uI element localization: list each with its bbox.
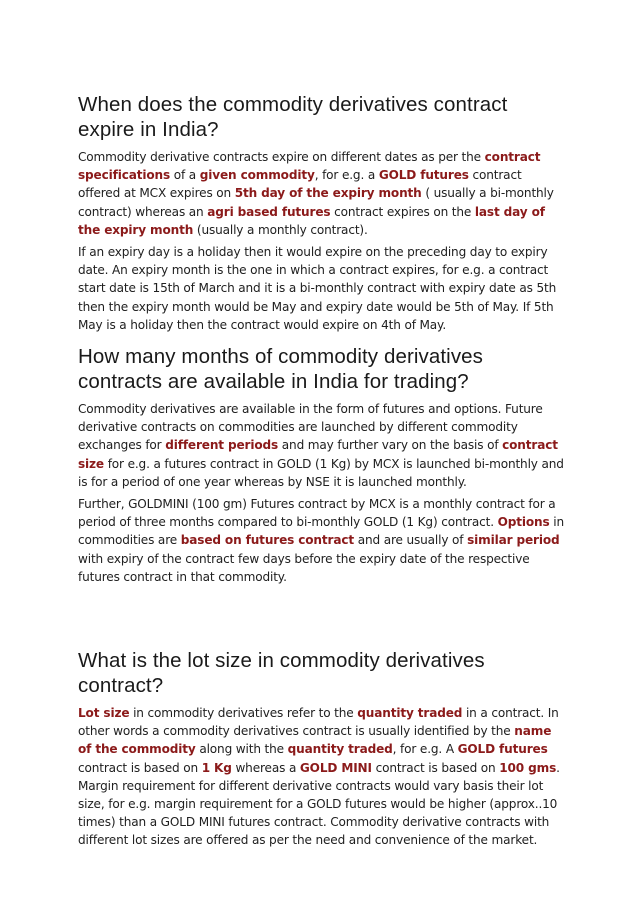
highlighted-term: contract size: [78, 438, 558, 471]
text-run: contract offered at MCX expires on: [78, 168, 522, 201]
text-run: Commodity derivative contracts expire on different dates as per the: [78, 150, 485, 164]
text-run: , for e.g. a: [314, 168, 379, 183]
highlighted-term: different periods: [165, 438, 279, 453]
paragraph: [78, 704, 566, 850]
text-run: of a: [170, 168, 200, 183]
text-run: . Margin requirement for different derivative contracts would vary basis their lot size, for e.g. margin requirement for a GOLD futures would be higher (approx..10 times) than a GOLD MINI futures contract. Commodity derivative contracts with different lot sizes are offered as per the need and convenience of the market.: [78, 760, 560, 848]
text-run: Commodity derivatives are available in the form of futures and options. Future derivative contracts on commodities are launched by different commodity exchanges for: [78, 402, 543, 453]
paragraph: [78, 495, 566, 586]
paragraph: [78, 148, 566, 239]
text-run: in commodities are: [78, 515, 564, 548]
text-run: (usually a monthly contract).: [193, 222, 368, 237]
highlighted-term: based on futures contract: [180, 533, 354, 548]
text-run: If an expiry day is a holiday then it would expire on the preceding day to expiry date. An expiry month is the one in which a contract expires, for e.g. a contract start date is 15th of March and it is a bi-monthly contract with expiry date as 5th then the expiry month would be May and expiry date would be 5th of May. If 5th May is a holiday then the contract would expire on 4th of May.: [78, 245, 557, 332]
highlighted-term: quantity traded: [287, 742, 393, 757]
highlighted-term: 5th day of the expiry month: [234, 186, 422, 201]
text-run: contract is based on: [78, 760, 202, 775]
section-lot-size: [78, 648, 566, 854]
highlighted-term: GOLD futures: [457, 742, 548, 757]
section-heading: How many months of commodity derivatives contracts are available in India for trading?: [78, 345, 484, 393]
text-run: with expiry of the contract few days before the expiry date of the respective futures contract in that commodity.: [78, 551, 530, 584]
highlighted-term: Lot size: [78, 706, 130, 720]
text-run: , for e.g. A: [392, 742, 458, 757]
text-run: contract expires on the: [330, 204, 475, 219]
section-heading: When does the commodity derivatives contract expire in India?: [78, 93, 508, 141]
text-run: along with the: [195, 742, 288, 757]
highlighted-term: quantity traded: [357, 706, 463, 720]
highlighted-term: Options: [497, 515, 550, 530]
text-run: in commodity derivatives refer to the: [129, 706, 358, 720]
highlighted-term: contract specifications: [78, 150, 541, 183]
highlighted-term: GOLD futures: [378, 168, 469, 183]
section-expiry: [78, 92, 566, 338]
paragraph: [78, 400, 566, 491]
text-run: Further, GOLDMINI (100 gm) Futures contract by MCX is a monthly contract for a period of three months compared to bi-monthly GOLD (1 Kg) contract.: [78, 497, 556, 530]
text-run: in a contract. In other words a commodity derivatives contract is usually identified by the: [78, 706, 559, 739]
text-run: for e.g. a futures contract in GOLD (1 Kg) by MCX is launched bi-monthly and is for a period of one year whereas by NSE it is launched monthly.: [78, 456, 564, 489]
highlighted-term: similar period: [467, 533, 560, 548]
highlighted-term: 100 gms: [499, 760, 557, 775]
highlighted-term: given commodity: [199, 168, 315, 183]
paragraph: [78, 243, 566, 334]
section-heading: What is the lot size in commodity derivatives contract?: [78, 649, 485, 697]
highlighted-term: name of the commodity: [78, 724, 552, 757]
highlighted-term: 1 Kg: [201, 760, 232, 775]
text-run: ( usually a bi-monthly contract) whereas an: [78, 186, 554, 219]
section-contract-months: [78, 344, 566, 590]
text-run: whereas a: [231, 760, 300, 775]
highlighted-term: last day of the expiry month: [78, 204, 545, 237]
highlighted-term: GOLD MINI: [299, 760, 372, 775]
text-run: contract is based on: [371, 760, 500, 775]
text-run: and are usually of: [354, 533, 468, 548]
highlighted-term: agri based futures: [207, 204, 331, 219]
text-run: and may further vary on the basis of: [278, 438, 503, 453]
